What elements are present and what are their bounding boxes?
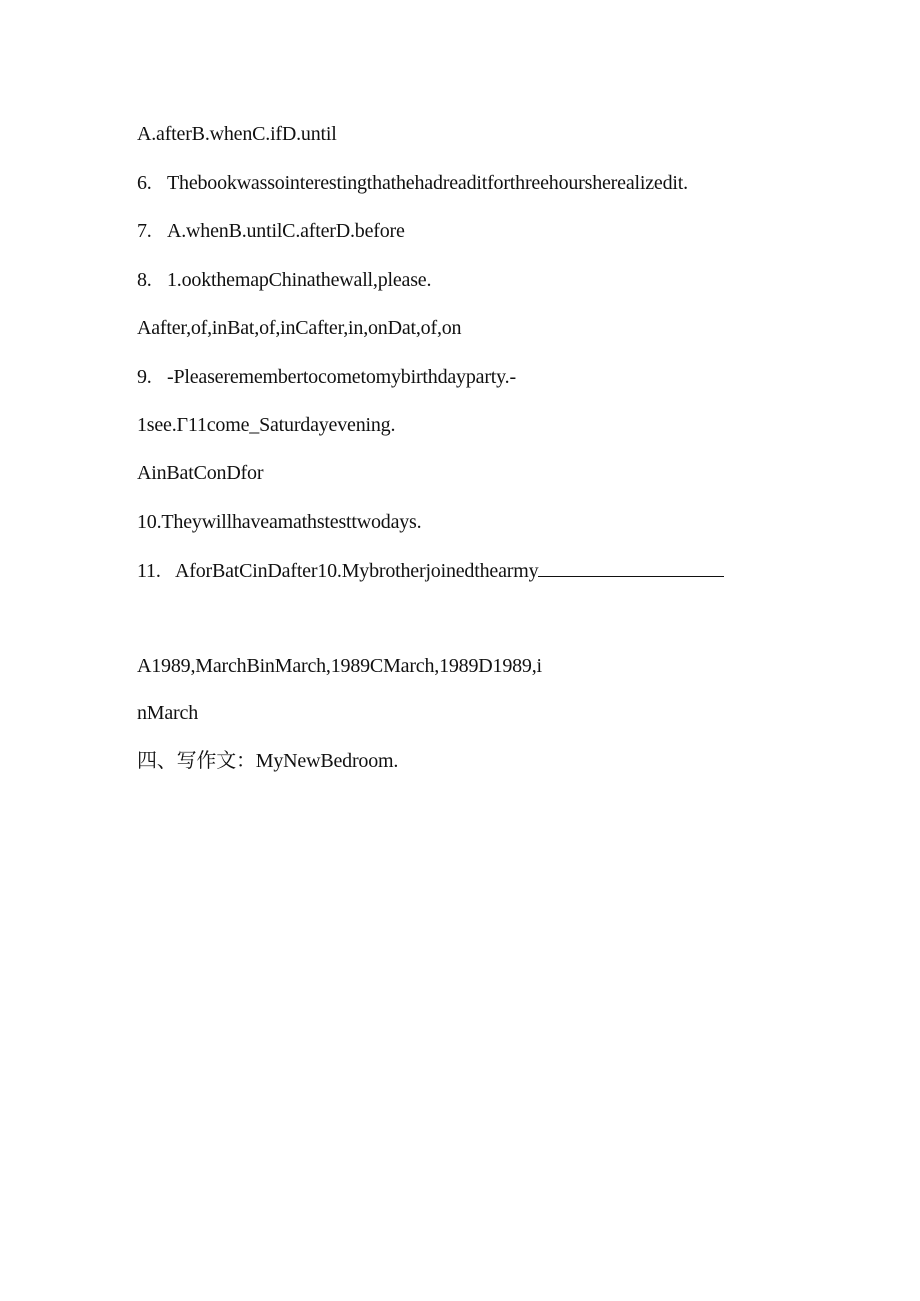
- dialogue-reply-line: [137, 413, 395, 437]
- question-number: 8.: [137, 269, 152, 291]
- line-text: nMarch: [137, 702, 198, 724]
- answer-options-line: [137, 316, 461, 340]
- line-text: A1989,MarchBinMarch,1989CMarch,1989D1989,i: [137, 655, 542, 677]
- question-7: [137, 219, 405, 243]
- question-10: [137, 510, 421, 534]
- line-text: A.afterB.whenC.ifD.until: [137, 123, 337, 145]
- line-text: AinBatConDfor: [137, 462, 264, 484]
- answer-blank: [538, 558, 724, 577]
- question-text: 1.ookthemapChinathewall,please.: [167, 269, 432, 291]
- answer-options-continuation: [137, 701, 198, 725]
- question-number: 7.: [137, 220, 152, 242]
- section-heading-writing: [137, 749, 398, 773]
- question-number: 11.: [137, 560, 161, 582]
- question-number: 9.: [137, 366, 152, 388]
- answer-options-line: [137, 122, 337, 146]
- question-text: 10.Theywillhaveamathstesttwodays.: [137, 511, 422, 533]
- line-text: 1see.Γ11come_Saturdayevening.: [137, 414, 396, 436]
- question-text: AforBatCinDafter10.Mybrotherjoinedthearmy: [175, 560, 539, 582]
- question-text: -Pleaseremembertocometomybirthdayparty.-: [167, 366, 516, 388]
- question-text: A.whenB.untilC.afterD.before: [167, 220, 405, 242]
- question-6: [137, 171, 688, 195]
- section-title: 四、写作文：MyNewBedroom.: [137, 750, 399, 772]
- answer-options-line: [137, 461, 263, 485]
- question-number: 6.: [137, 172, 152, 194]
- line-text: Aafter,of,inBat,of,inCafter,in,onDat,of,on: [137, 317, 462, 339]
- question-8: [137, 268, 431, 292]
- answer-options-line: [137, 654, 542, 678]
- question-11: [137, 558, 724, 583]
- question-9: [137, 365, 516, 389]
- question-text: Thebookwassointerestingthathehadreaditforthreehoursherealizedit.: [167, 172, 688, 194]
